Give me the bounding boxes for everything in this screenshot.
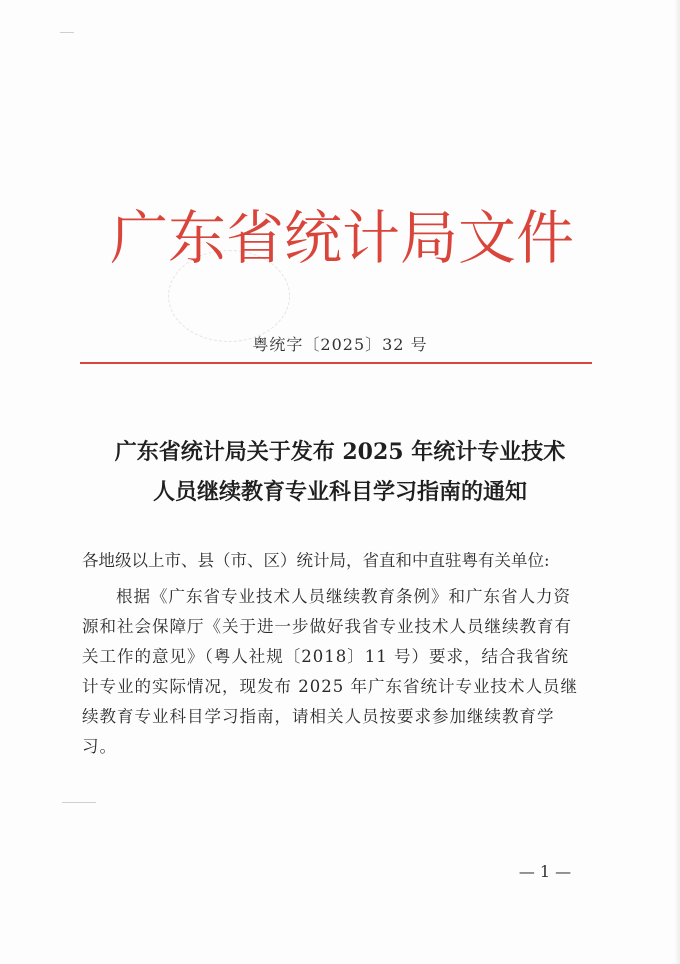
body-line-5: 续教育专业科目学习指南，请相关人员按要求参加继续教育学 (82, 707, 555, 726)
salutation: 各地级以上市、县（市、区）统计局，省直和中直驻粤有关单位: (82, 551, 550, 570)
agency-header-title: 广东省统计局文件 (110, 204, 575, 272)
notice-title-line-2: 人员继续教育专业科目学习指南的通知 (152, 479, 527, 505)
body-line-6: 习。 (82, 737, 117, 756)
notice-title (80, 432, 600, 512)
red-divider-line (80, 362, 592, 364)
notice-title-line-1: 广东省统计局关于发布 2025 年统计专业技术 (114, 439, 566, 465)
scan-mark (62, 802, 96, 803)
body-line-2: 源和社会保障厅《关于进一步做好我省专业技术人员继续教育有 (82, 617, 572, 636)
body-line-3: 关工作的意见》（粤人社规〔2018〕11 号）要求，结合我省统 (82, 647, 569, 666)
body-line-1: 根据《广东省专业技术人员继续教育条例》和广东省人力资 (116, 587, 571, 606)
document-number: 粤统字〔2025〕32 号 (252, 335, 428, 354)
page-number: — 1 — (518, 862, 572, 881)
scan-mark (60, 32, 74, 33)
body-line-4: 计专业的实际情况，现发布 2025 年广东省统计专业技术人员继 (82, 677, 578, 696)
body-paragraph (82, 582, 602, 762)
page-edge-shadow (674, 0, 680, 964)
